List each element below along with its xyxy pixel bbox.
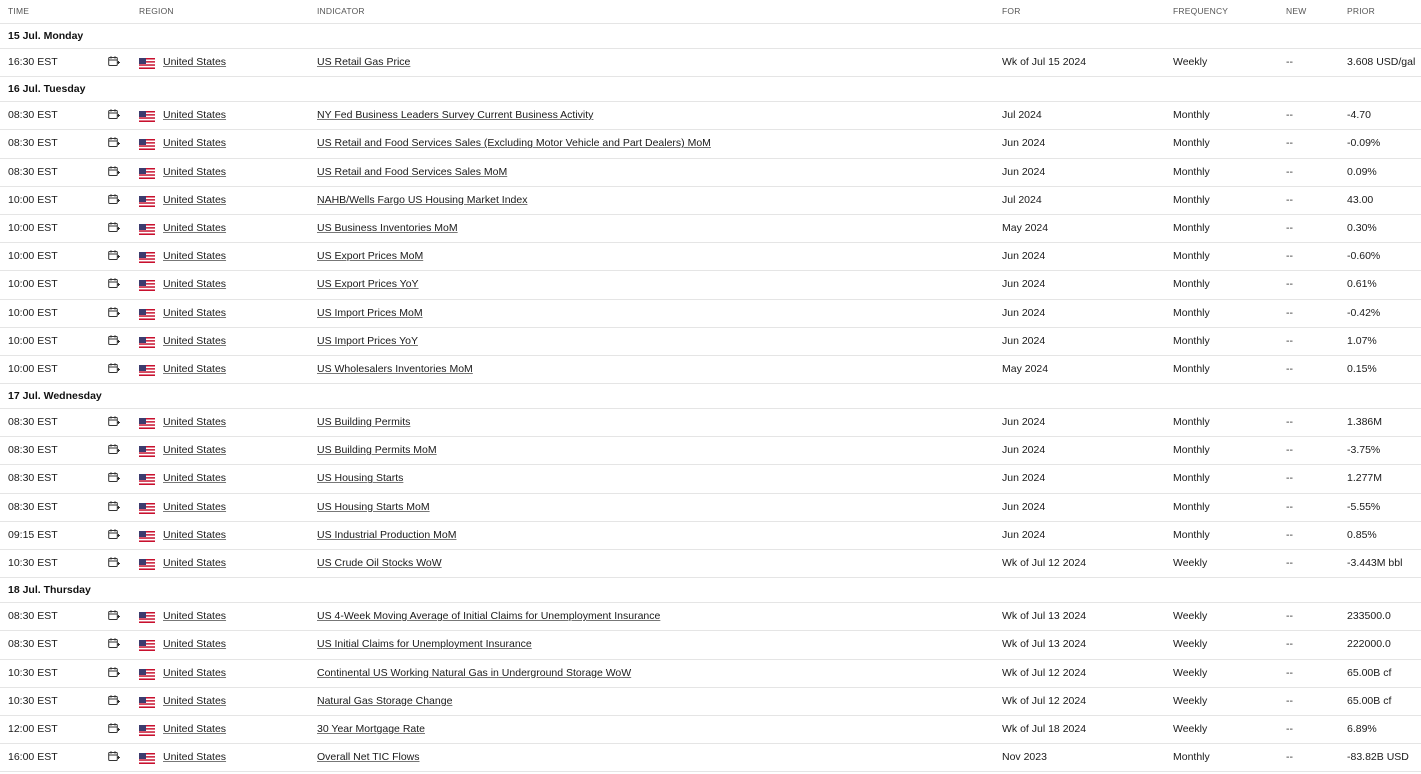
event-time: 08:30 EST (8, 610, 58, 623)
us-flag-icon (139, 58, 155, 69)
new-value: -- (1286, 751, 1293, 764)
region-link[interactable]: United States (163, 362, 227, 375)
indicator-link[interactable]: US Housing Starts MoM (317, 500, 430, 513)
frequency: Monthly (1173, 416, 1210, 429)
period-for: Jun 2024 (1002, 334, 1046, 347)
period-for: May 2024 (1002, 362, 1049, 375)
indicator-link[interactable]: US Retail and Food Services Sales MoM (317, 165, 508, 178)
region-link[interactable]: United States (163, 557, 227, 569)
table-row (0, 102, 1421, 130)
us-flag-icon (139, 224, 155, 235)
period-for: Jun 2024 (1002, 444, 1046, 457)
us-flag-icon (139, 309, 155, 320)
header-indicator: INDICATOR (317, 6, 365, 16)
header-region: REGION (139, 6, 174, 16)
event-time: 08:30 EST (8, 638, 58, 651)
table-row (0, 159, 1421, 187)
period-for: Jun 2024 (1002, 306, 1046, 319)
region-link[interactable]: United States (163, 306, 227, 319)
prior-value: 6.89% (1347, 722, 1377, 735)
header-time: TIME (8, 6, 30, 16)
indicator-link[interactable]: US Business Inventories MoM (317, 221, 458, 234)
event-time: 16:00 EST (8, 751, 58, 764)
frequency: Weekly (1173, 666, 1208, 679)
event-time: 10:30 EST (8, 666, 58, 679)
frequency: Monthly (1173, 362, 1210, 375)
header-for: FOR (1002, 6, 1021, 16)
prior-value: 65.00B cf (1347, 666, 1392, 679)
new-value: -- (1286, 610, 1293, 623)
us-flag-icon (139, 337, 155, 348)
region-link[interactable]: United States (163, 250, 227, 263)
prior-value: 233500.0 (1347, 610, 1391, 623)
indicator-link[interactable]: US Retail Gas Price (317, 56, 411, 68)
table-row (0, 409, 1421, 437)
new-value: -- (1286, 109, 1293, 122)
add-to-calendar-icon[interactable] (108, 472, 120, 483)
region-link[interactable]: United States (163, 444, 227, 457)
table-row (0, 328, 1421, 356)
prior-value: 0.09% (1347, 165, 1377, 178)
period-for: Nov 2023 (1002, 751, 1047, 764)
indicator-link[interactable]: US Building Permits MoM (317, 444, 437, 457)
add-to-calendar-icon[interactable] (108, 638, 120, 649)
new-value: -- (1286, 666, 1293, 679)
new-value: -- (1286, 500, 1293, 513)
table-row (0, 243, 1421, 271)
period-for: Jul 2024 (1002, 109, 1042, 122)
table-row (0, 631, 1421, 659)
us-flag-icon (139, 252, 155, 263)
indicator-link[interactable]: US Crude Oil Stocks WoW (317, 557, 442, 569)
header-new: NEW (1286, 6, 1307, 16)
indicator-link[interactable]: NY Fed Business Leaders Survey Current Business Activity (317, 109, 594, 122)
add-to-calendar-icon[interactable] (108, 444, 120, 455)
region-link[interactable]: United States (163, 666, 227, 679)
new-value: -- (1286, 638, 1293, 651)
frequency: Weekly (1173, 557, 1208, 569)
event-time: 10:00 EST (8, 306, 58, 319)
add-to-calendar-icon[interactable] (108, 335, 120, 346)
indicator-link[interactable]: Overall Net TIC Flows (317, 751, 420, 764)
period-for: Jun 2024 (1002, 528, 1046, 541)
table-row (0, 187, 1421, 215)
us-flag-icon (139, 280, 155, 291)
prior-value: 0.30% (1347, 221, 1377, 234)
table-row (0, 603, 1421, 631)
indicator-link[interactable]: US Initial Claims for Unemployment Insurance (317, 638, 532, 651)
new-value: -- (1286, 334, 1293, 347)
new-value: -- (1286, 444, 1293, 457)
add-to-calendar-icon[interactable] (108, 56, 120, 67)
period-for: Wk of Jul 18 2024 (1002, 722, 1087, 735)
prior-value: 0.85% (1347, 528, 1377, 541)
indicator-link[interactable]: 30 Year Mortgage Rate (317, 722, 425, 735)
new-value: -- (1286, 557, 1293, 569)
us-flag-icon (139, 168, 155, 179)
period-for: Jun 2024 (1002, 165, 1046, 178)
indicator-link[interactable]: Continental US Working Natural Gas in Underground Storage WoW (317, 666, 632, 679)
frequency: Monthly (1173, 444, 1210, 457)
prior-value: 65.00B cf (1347, 694, 1392, 707)
us-flag-icon (139, 196, 155, 207)
frequency: Monthly (1173, 221, 1210, 234)
event-time: 10:30 EST (8, 557, 58, 569)
date-group-header (0, 24, 1421, 49)
region-link[interactable]: United States (163, 165, 227, 178)
table-row (0, 130, 1421, 158)
add-to-calendar-icon[interactable] (108, 610, 120, 621)
us-flag-icon (139, 697, 155, 708)
us-flag-icon (139, 139, 155, 150)
add-to-calendar-icon[interactable] (108, 166, 120, 177)
frequency: Monthly (1173, 109, 1210, 122)
add-to-calendar-icon[interactable] (108, 723, 120, 734)
region-link[interactable]: United States (163, 334, 227, 347)
indicator-link[interactable]: US Industrial Production MoM (317, 528, 457, 541)
event-time: 10:00 EST (8, 362, 58, 375)
frequency: Monthly (1173, 165, 1210, 178)
event-time: 08:30 EST (8, 137, 58, 150)
prior-value: -83.82B USD (1347, 751, 1409, 764)
event-time: 16:30 EST (8, 56, 58, 68)
new-value: -- (1286, 694, 1293, 707)
us-flag-icon (139, 531, 155, 542)
add-to-calendar-icon[interactable] (108, 416, 120, 427)
region-link[interactable]: United States (163, 137, 227, 150)
region-link[interactable]: United States (163, 416, 227, 429)
prior-value: -3.443M bbl (1347, 557, 1403, 569)
frequency: Monthly (1173, 278, 1210, 291)
new-value: -- (1286, 250, 1293, 263)
date-group-header (0, 77, 1421, 102)
table-row (0, 660, 1421, 688)
table-row (0, 744, 1421, 772)
add-to-calendar-icon[interactable] (108, 363, 120, 374)
event-time: 10:00 EST (8, 193, 58, 206)
prior-value: 3.608 USD/gal (1347, 56, 1416, 68)
frequency: Weekly (1173, 638, 1208, 651)
frequency: Monthly (1173, 137, 1210, 150)
prior-value: -5.55% (1347, 500, 1381, 513)
new-value: -- (1286, 278, 1293, 291)
indicator-link[interactable]: Natural Gas Storage Change (317, 694, 453, 707)
add-to-calendar-icon[interactable] (108, 222, 120, 233)
region-link[interactable]: United States (163, 278, 227, 291)
prior-value: 1.07% (1347, 334, 1377, 347)
event-time: 08:30 EST (8, 500, 58, 513)
indicator-link[interactable]: NAHB/Wells Fargo US Housing Market Index (317, 193, 528, 206)
frequency: Weekly (1173, 722, 1208, 735)
region-link[interactable]: United States (163, 500, 227, 513)
frequency: Monthly (1173, 751, 1210, 764)
frequency: Weekly (1173, 56, 1208, 68)
prior-value: -0.09% (1347, 137, 1381, 150)
period-for: Jun 2024 (1002, 278, 1046, 291)
prior-value: 1.386M (1347, 416, 1383, 429)
prior-value: -4.70 (1347, 109, 1371, 122)
region-link[interactable]: United States (163, 722, 227, 735)
table-row (0, 494, 1421, 522)
indicator-link[interactable]: US Building Permits (317, 416, 411, 429)
indicator-link[interactable]: US Retail and Food Services Sales (Excluding Motor Vehicle and Part Dealers) MoM (317, 137, 711, 150)
add-to-calendar-icon[interactable] (108, 194, 120, 205)
new-value: -- (1286, 221, 1293, 234)
us-flag-icon (139, 418, 155, 429)
date-label: 15 Jul. Monday (8, 30, 84, 42)
region-link[interactable]: United States (163, 694, 227, 707)
table-row (0, 300, 1421, 328)
us-flag-icon (139, 753, 155, 764)
prior-value: -3.75% (1347, 444, 1381, 457)
period-for: Jun 2024 (1002, 137, 1046, 150)
new-value: -- (1286, 362, 1293, 375)
event-time: 10:00 EST (8, 221, 58, 234)
date-label: 16 Jul. Tuesday (8, 83, 86, 96)
region-link[interactable]: United States (163, 472, 227, 485)
new-value: -- (1286, 306, 1293, 319)
add-to-calendar-icon[interactable] (108, 557, 120, 568)
region-link[interactable]: United States (163, 193, 227, 206)
prior-value: 43.00 (1347, 193, 1374, 206)
indicator-link[interactable]: US Import Prices YoY (317, 334, 418, 347)
add-to-calendar-icon[interactable] (108, 695, 120, 706)
region-link[interactable]: United States (163, 638, 227, 651)
frequency: Weekly (1173, 694, 1208, 707)
us-flag-icon (139, 365, 155, 376)
prior-value: 222000.0 (1347, 638, 1391, 651)
event-time: 10:00 EST (8, 278, 58, 291)
us-flag-icon (139, 111, 155, 122)
add-to-calendar-icon[interactable] (108, 137, 120, 148)
us-flag-icon (139, 474, 155, 485)
region-link[interactable]: United States (163, 56, 227, 68)
table-row (0, 550, 1421, 578)
prior-value: -0.42% (1347, 306, 1381, 319)
period-for: Wk of Jul 15 2024 (1002, 56, 1087, 68)
us-flag-icon (139, 612, 155, 623)
add-to-calendar-icon[interactable] (108, 751, 120, 762)
indicator-link[interactable]: US Housing Starts (317, 472, 404, 485)
indicator-link[interactable]: US Wholesalers Inventories MoM (317, 362, 473, 375)
region-link[interactable]: United States (163, 528, 227, 541)
indicator-link[interactable]: US Export Prices YoY (317, 278, 419, 291)
event-time: 10:00 EST (8, 250, 58, 263)
date-group-header (0, 384, 1421, 409)
event-time: 08:30 EST (8, 472, 58, 485)
new-value: -- (1286, 165, 1293, 178)
period-for: Jul 2024 (1002, 193, 1042, 206)
us-flag-icon (139, 640, 155, 651)
add-to-calendar-icon[interactable] (108, 307, 120, 318)
add-to-calendar-icon[interactable] (108, 278, 120, 289)
period-for: Wk of Jul 12 2024 (1002, 666, 1087, 679)
add-to-calendar-icon[interactable] (108, 501, 120, 512)
new-value: -- (1286, 137, 1293, 150)
region-link[interactable]: United States (163, 751, 227, 764)
event-time: 12:00 EST (8, 722, 58, 735)
period-for: Wk of Jul 13 2024 (1002, 610, 1087, 623)
region-link[interactable]: United States (163, 610, 227, 623)
frequency: Monthly (1173, 528, 1210, 541)
new-value: -- (1286, 193, 1293, 206)
event-time: 10:30 EST (8, 694, 58, 707)
frequency: Monthly (1173, 193, 1210, 206)
event-time: 08:30 EST (8, 416, 58, 429)
new-value: -- (1286, 56, 1293, 68)
period-for: Wk of Jul 12 2024 (1002, 557, 1087, 569)
date-label: 18 Jul. Thursday (8, 584, 91, 597)
prior-value: 0.61% (1347, 278, 1377, 291)
us-flag-icon (139, 503, 155, 514)
add-to-calendar-icon[interactable] (108, 250, 120, 261)
frequency: Monthly (1173, 500, 1210, 513)
add-to-calendar-icon[interactable] (108, 529, 120, 540)
indicator-link[interactable]: US Export Prices MoM (317, 250, 424, 263)
add-to-calendar-icon[interactable] (108, 667, 120, 678)
new-value: -- (1286, 472, 1293, 485)
table-row (0, 437, 1421, 465)
event-time: 08:30 EST (8, 109, 58, 122)
table-row (0, 356, 1421, 384)
frequency: Monthly (1173, 250, 1210, 263)
indicator-link[interactable]: US 4-Week Moving Average of Initial Claims for Unemployment Insurance (317, 610, 661, 623)
us-flag-icon (139, 725, 155, 736)
event-time: 10:00 EST (8, 334, 58, 347)
us-flag-icon (139, 669, 155, 680)
period-for: May 2024 (1002, 221, 1049, 234)
us-flag-icon (139, 559, 155, 570)
frequency: Monthly (1173, 306, 1210, 319)
header-prior: PRIOR (1347, 6, 1375, 16)
table-row (0, 215, 1421, 243)
indicator-link[interactable]: US Import Prices MoM (317, 306, 423, 319)
us-flag-icon (139, 446, 155, 457)
period-for: Jun 2024 (1002, 250, 1046, 263)
period-for: Wk of Jul 13 2024 (1002, 638, 1087, 651)
new-value: -- (1286, 722, 1293, 735)
table-row (0, 465, 1421, 493)
date-group-header (0, 578, 1421, 603)
region-link[interactable]: United States (163, 109, 227, 122)
add-to-calendar-icon[interactable] (108, 109, 120, 120)
date-label: 17 Jul. Wednesday (8, 390, 102, 403)
event-time: 08:30 EST (8, 165, 58, 178)
table-row (0, 688, 1421, 716)
period-for: Wk of Jul 12 2024 (1002, 694, 1087, 707)
period-for: Jun 2024 (1002, 472, 1046, 485)
region-link[interactable]: United States (163, 221, 227, 234)
frequency: Monthly (1173, 472, 1210, 485)
event-time: 08:30 EST (8, 444, 58, 457)
prior-value: -0.60% (1347, 250, 1381, 263)
table-header (0, 0, 1421, 24)
frequency: Weekly (1173, 610, 1208, 623)
table-row (0, 271, 1421, 299)
period-for: Jun 2024 (1002, 416, 1046, 429)
table-row (0, 522, 1421, 550)
new-value: -- (1286, 416, 1293, 429)
table-row (0, 716, 1421, 744)
table-row (0, 49, 1421, 77)
new-value: -- (1286, 528, 1293, 541)
frequency: Monthly (1173, 334, 1210, 347)
period-for: Jun 2024 (1002, 500, 1046, 513)
header-frequency: FREQUENCY (1173, 6, 1229, 16)
prior-value: 1.277M (1347, 472, 1383, 485)
event-time: 09:15 EST (8, 528, 58, 541)
prior-value: 0.15% (1347, 362, 1377, 375)
